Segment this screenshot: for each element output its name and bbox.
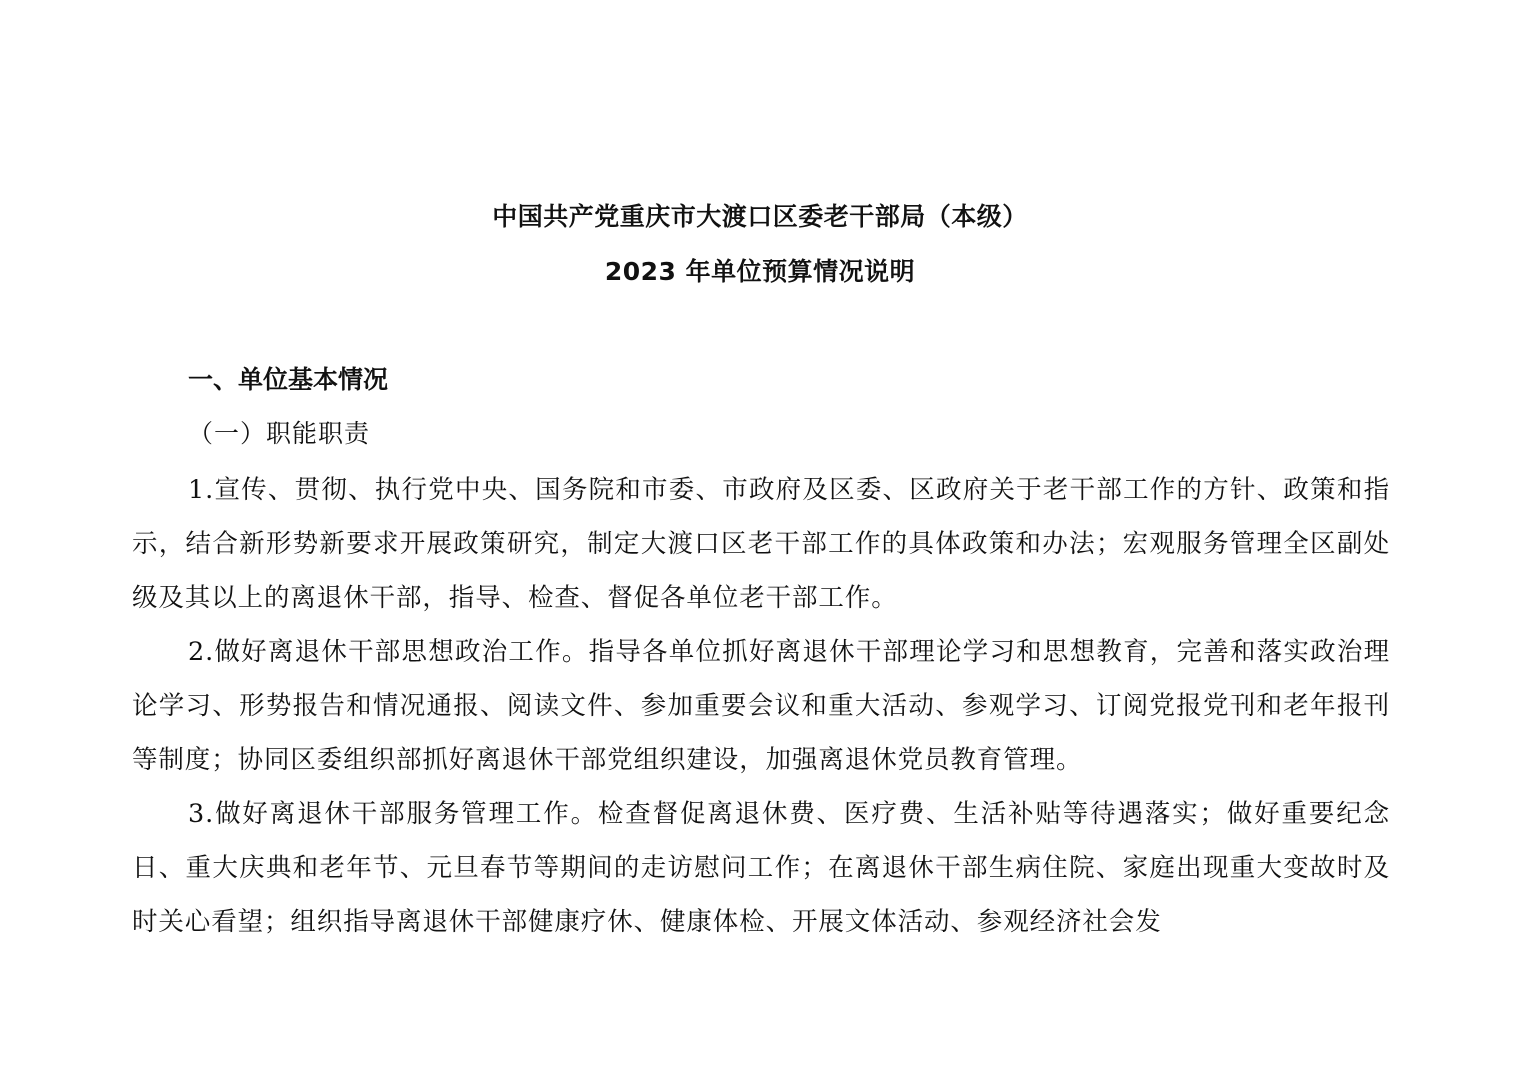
section-heading: 一、单位基本情况: [188, 365, 389, 394]
paragraph-duty-2: 2.做好离退休干部思想政治工作。指导各单位抓好离退休干部理论学习和思想教育，完善和落实政治理论学习、形势报告和情况通报、阅读文件、参加重要会议和重大活动、参观学习、订阅党报党刊和老年报刊等制度；协同区委组织部抓好离退休干部党组织建设，加强离退休党员教育管理。: [132, 637, 1390, 775]
document-title-line2: 2023 年单位预算情况说明: [604, 257, 916, 286]
document-title-line1: 中国共产党重庆市大渡口区委老干部局（本级）: [492, 202, 1028, 231]
paragraph-duty-1: 1.宣传、贯彻、执行党中央、国务院和市委、市政府及区委、区政府关于老干部工作的方针、政策和指示，结合新形势新要求开展政策研究，制定大渡口区老干部工作的具体政策和办法；宏观服务管理全区副处级及其以上的离退休干部，指导、检查、督促各单位老干部工作。: [132, 475, 1390, 613]
subsection-heading: （一）职能职责: [188, 419, 371, 448]
paragraph-duty-3: 3.做好离退休干部服务管理工作。检查督促离退休费、医疗费、生活补贴等待遇落实；做好重要纪念日、重大庆典和老年节、元旦春节等期间的走访慰问工作；在离退休干部生病住院、家庭出现重大变故时及时关心看望；组织指导离退休干部健康疗休、健康体检、开展文体活动、参观经济社会发: [132, 799, 1390, 937]
